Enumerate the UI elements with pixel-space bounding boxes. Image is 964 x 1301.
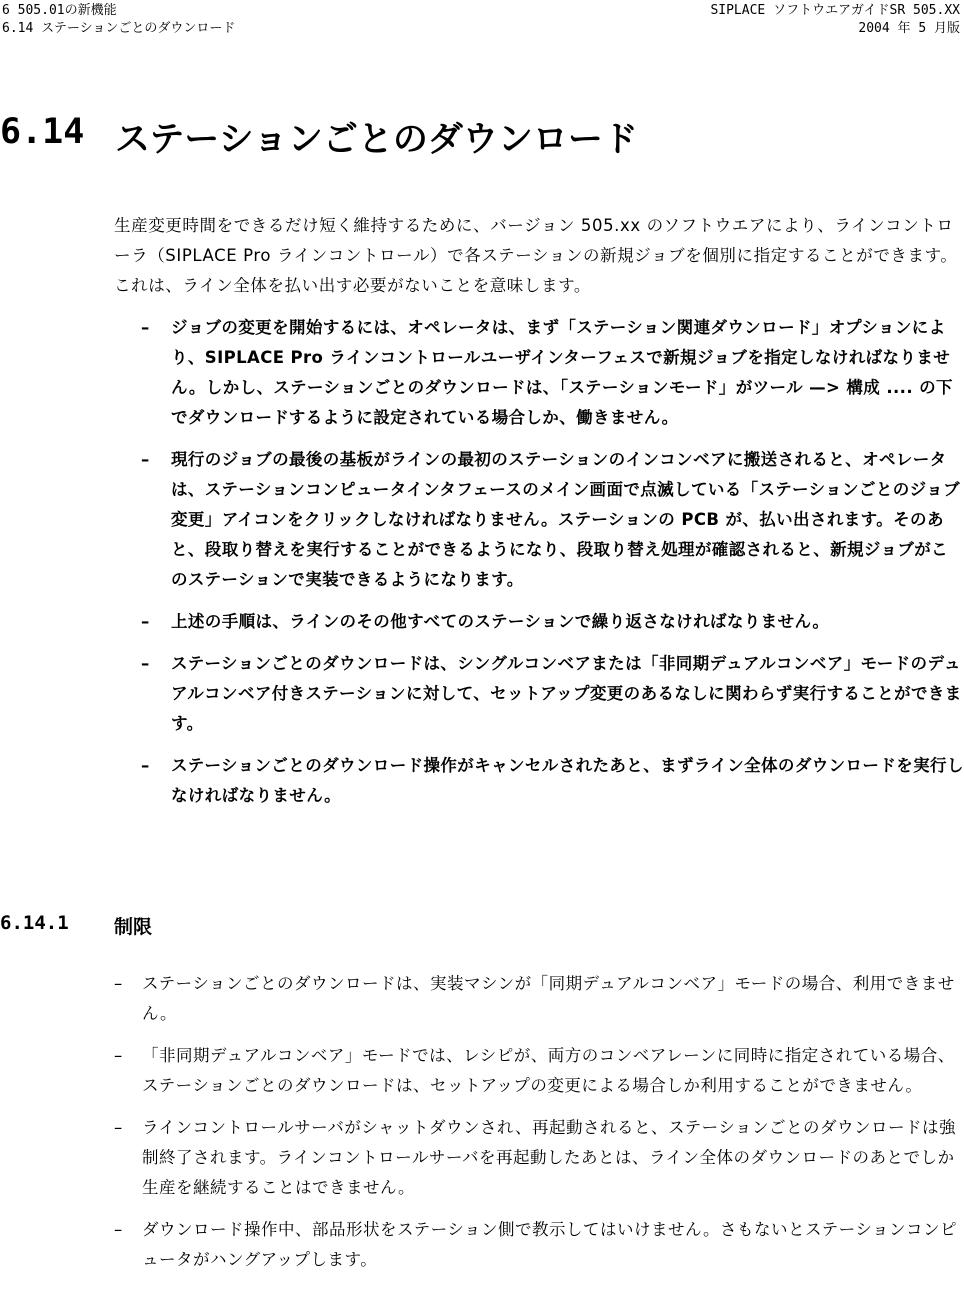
running-header-left	[2, 2, 235, 38]
header-section: 6.14 ステーションごとのダウンロード	[2, 21, 236, 36]
list-item	[141, 313, 964, 433]
list-item	[114, 969, 964, 1029]
section-title: ステーションごとのダウンロード	[115, 120, 638, 160]
bullet-dash: –	[141, 654, 150, 673]
bullet-dash: –	[141, 318, 150, 337]
header-chapter: 6 505.01の新機能	[2, 3, 117, 18]
section-number: 6.14	[0, 112, 85, 152]
list-item	[141, 607, 964, 637]
list-item-text: ステーションごとのダウンロードは、実装マシンが「同期デュアルコンベア」モードの場合、利用できません。	[142, 974, 955, 1023]
procedure-list	[141, 313, 964, 823]
bullet-dash: –	[141, 450, 150, 469]
list-item-text: ダウンロード操作中、部品形状をステーション側で教示してはいけません。さもないとステーションコンピュータがハングアップします。	[142, 1220, 958, 1269]
bullet-dash: –	[141, 756, 150, 775]
list-item-text: ステーションごとのダウンロードは、シングルコンベアまたは「非同期デュアルコンベア」モードのデュアルコンベア付きステーションに対して、セットアップ変更のあるなしに関わらず実行することができます。	[171, 654, 962, 733]
bullet-dash: –	[114, 1220, 123, 1239]
list-item	[141, 751, 964, 811]
list-item-text: ラインコントロールサーバがシャットダウンされ、再起動されると、ステーションごとのダウンロードは強制終了されます。ラインコントロールサーバを再起動したあとは、ライン全体のダウンロードのあとでしか生産を継続することはできません。	[142, 1118, 957, 1197]
section-intro	[114, 211, 960, 301]
list-item-text: 「非同期デュアルコンベア」モードでは、レシピが、両方のコンベアレーンに同時に指定されている場合、ステーションごとのダウンロードは、セットアップの変更による場合しか利用することができません。	[142, 1046, 955, 1095]
intro-paragraph: 生産変更時間をできるだけ短く維持するために、バージョン 505.xx のソフトウエアにより、ラインコントローラ（SIPLACE Pro ラインコントロール）で各ステーションの新規ジョブを個別に指定することができます。これは、ライン全体を払い出す必要がないことを意味します。	[114, 216, 958, 295]
list-item	[114, 1113, 964, 1203]
list-item-text: ステーションごとのダウンロード操作がキャンセルされたあと、まずライン全体のダウンロードを実行しなければなりません。	[171, 756, 964, 805]
list-item	[141, 445, 964, 595]
list-item-text: 上述の手順は、ラインのその他すべてのステーションで繰り返さなければなりません。	[171, 612, 830, 631]
restrictions-list	[114, 969, 964, 1287]
bullet-dash: –	[114, 1118, 123, 1137]
subsection-number: 6.14.1	[0, 912, 69, 934]
list-item	[114, 1041, 964, 1101]
running-header-right	[710, 2, 960, 38]
bullet-dash: –	[114, 974, 123, 993]
list-item-text: ジョブの変更を開始するには、オペレータは、まず「ステーション関連ダウンロード」オプションにより、SIPLACE Pro ラインコントロールユーザインターフェスで新規ジョブを指定しなければなりません。しかし、ステーションごとのダウンロードは、「ステーションモード」がツール —> 構成 .... の下でダウンロードするように設定されている場合しか、働きません。	[171, 318, 953, 427]
subsection-title: 制限	[114, 916, 153, 938]
list-item	[114, 1215, 964, 1275]
header-edition-date: 2004 年 5 月版	[858, 21, 960, 36]
list-item-text: 現行のジョブの最後の基板がラインの最初のステーションのインコンベアに搬送されると、オペレータは、ステーションコンピュータインタフェースのメイン画面で点滅している「ステーションごとのジョブ変更」アイコンをクリックしなければなりません。ステーションの PCB が、払い出されます。そのあと、段取り替えを実行することができるようになり、段取り替え処理が確認されると、新規ジョブがこのステーションで実装できるようになります。	[171, 450, 961, 589]
list-item	[141, 649, 964, 739]
bullet-dash: –	[141, 612, 150, 631]
bullet-dash: –	[114, 1046, 123, 1065]
header-document-title: SIPLACE ソフトウエアガイドSR 505.XX	[710, 3, 960, 18]
